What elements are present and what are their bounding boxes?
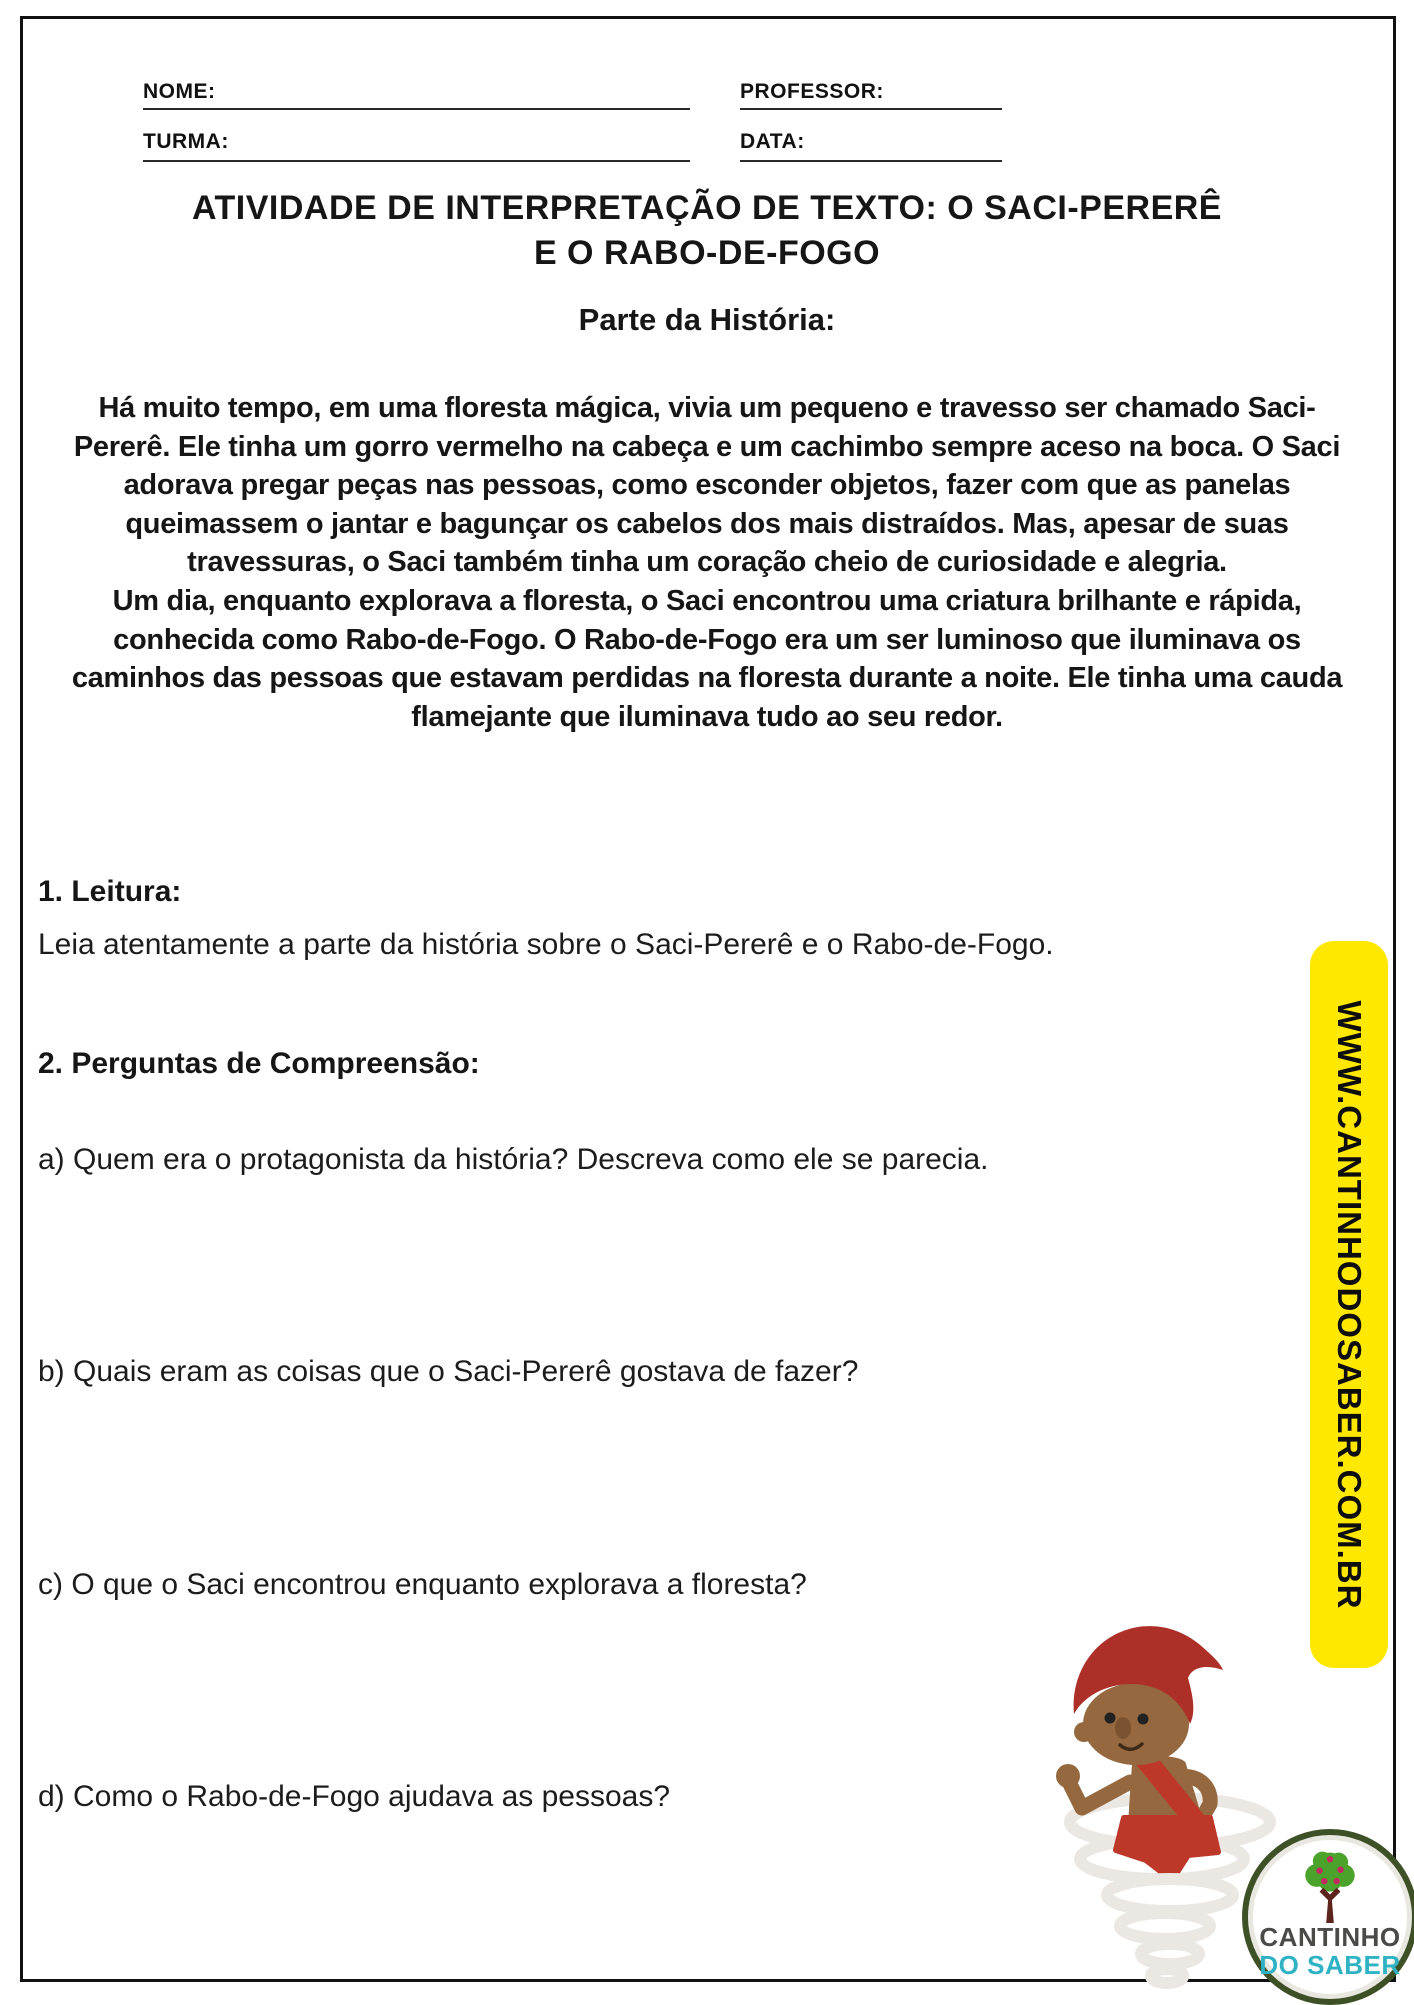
field-label-data: DATA: <box>740 130 805 153</box>
section-questions-heading: 2. Perguntas de Compreensão: <box>38 1047 480 1080</box>
field-line-turma[interactable] <box>143 160 690 162</box>
question-c: c) O que o Saci encontrou enquanto explorava a floresta? <box>38 1568 807 1601</box>
question-a: a) Quem era o protagonista da história? Descreva como ele se parecia. <box>38 1143 989 1176</box>
question-b: b) Quais eram as coisas que o Saci-Pererê gostava de fazer? <box>38 1355 859 1388</box>
section-reading-heading: 1. Leitura: <box>38 875 182 908</box>
saci-eye-right <box>1138 1714 1149 1725</box>
field-line-data[interactable] <box>740 160 1002 162</box>
saci-fist <box>1056 1764 1080 1788</box>
field-line-nome[interactable] <box>143 108 690 110</box>
story-heading: Parte da História: <box>578 302 836 337</box>
field-label-turma: TURMA: <box>143 130 229 153</box>
story-paragraph-1: Há muito tempo, em uma floresta mágica, vivia um pequeno e travesso ser chamado Saci-Pererê. Ele tinha um gorro vermelho na cabeça e um cachimbo sempre aceso na boca. O Saci adorava pregar peças nas pessoas, como esconder objetos, fazer com que as panelas queimassem o jantar e bagunçar os cabelos dos mais distraídos. Mas, apesar de suas travessuras, o Saci também tinha um coração cheio de curiosidade e alegria. <box>73 392 1341 579</box>
story-paragraph-2: Um dia, enquanto explorava a floresta, o Saci encontrou uma criatura brilhante e rápida, conhecida como Rabo-de-Fogo. O Rabo-de-Fogo era um ser luminoso que iluminava os caminhos das pessoas que estavam perdidas na floresta durante a noite. Ele tinha uma cauda flamejante que iluminava tudo ao seu redor. <box>71 584 1343 733</box>
page-title-line1: ATIVIDADE DE INTERPRETAÇÃO DE TEXTO: O SACI-PERERÊ <box>192 189 1222 227</box>
website-badge[interactable] <box>1310 941 1388 1668</box>
field-label-nome: NOME: <box>143 80 216 103</box>
page-title-line2: E O RABO-DE-FOGO <box>533 234 881 272</box>
logo-text-cantinho: CANTINHO <box>1259 1922 1401 1952</box>
page-title <box>40 186 1374 276</box>
question-d: d) Como o Rabo-de-Fogo ajudava as pessoas? <box>38 1780 671 1813</box>
tree-icon <box>1294 1845 1366 1923</box>
cantinho-do-saber-logo <box>1242 1829 1414 2005</box>
saci-eye-left <box>1105 1713 1116 1724</box>
field-label-professor: PROFESSOR: <box>740 80 884 103</box>
website-url: WWW.CANTINHODOSABER.COM.BR <box>1331 1000 1368 1609</box>
story-text <box>70 389 1344 736</box>
whirlwind-front-icon <box>1107 1879 1233 1983</box>
section-reading-body: Leia atentamente a parte da história sobre o Saci-Pererê e o Rabo-de-Fogo. <box>38 928 1054 961</box>
saci-nose <box>1115 1717 1131 1739</box>
logo-text-do-saber: DO SABER <box>1259 1950 1401 1980</box>
field-line-professor[interactable] <box>740 108 1002 110</box>
